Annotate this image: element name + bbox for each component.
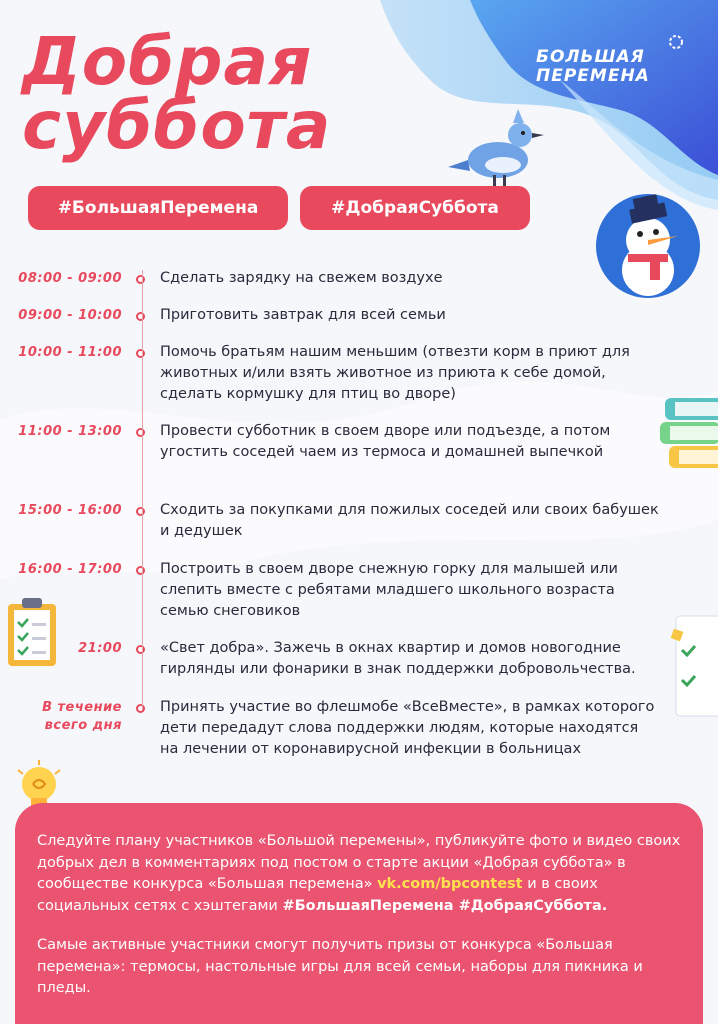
books-icon [655,388,718,488]
footer-paragraph-1 [37,831,687,917]
schedule-time: 09:00 - 10:00 [18,308,122,323]
timeline-dot [136,704,145,713]
logo-line-2: ПЕРЕМЕНА [536,66,650,86]
hashtag-dobraya-subbota[interactable]: #ДобраяСуббота [300,186,530,230]
page-title [22,23,332,164]
footer-panel [15,803,703,1024]
clipboard-icon [4,596,60,668]
timeline-dot [136,645,145,654]
schedule-text: Провести субботник в своем дворе или подъезде, а потом угостить соседей чаем из термоса и домашней выпечкой [160,423,611,460]
vk-link[interactable]: vk.com/bpcontest [377,876,523,892]
title-line-2: суббота [22,87,332,164]
title-line-1: Добрая [22,23,313,100]
schedule-time: 10:00 - 11:00 [18,345,122,360]
footer-p1-mid: и в своих социальных сетях с хэштегами [37,876,598,914]
timeline-dot [136,566,145,575]
schedule-time: В течение всего дня [42,700,122,733]
timeline-line [142,270,143,710]
logo-ring-icon [668,34,684,50]
logo-line-1: БОЛЬШАЯ [536,47,645,67]
schedule-text: Сходить за покупками для пожилых соседей или своих бабушек и дедушек [160,502,659,539]
schedule-text: Построить в своем дворе снежную горку для малышей или слепить вместе с ребятами младшего школьного возраста семью снеговиков [160,561,618,619]
footer-hashtags: #БольшаяПеремена #ДобраяСуббота. [282,897,608,914]
bird-icon [448,105,548,195]
snowman-icon [594,192,702,300]
timeline-dot [136,312,145,321]
schedule-time: 16:00 - 17:00 [18,562,122,577]
checklist-icon [668,610,718,720]
hashtags [28,186,530,230]
timeline-dot [136,428,145,437]
schedule-time: 15:00 - 16:00 [18,503,122,518]
timeline-dot [136,349,145,358]
hashtag-bolshaya-peremena[interactable]: #БольшаяПеремена [28,186,288,230]
timeline-dot [136,275,145,284]
schedule-time: 21:00 [78,641,122,656]
schedule-text: Помочь братьям нашим меньшим (отвезти корм в приют для животных и/или взять животное из приюта к себе домой, сделать кормушку для птиц во дворе) [160,344,630,402]
brand-logo [536,48,650,86]
schedule-text: «Свет добра». Зажечь в окнах квартир и домов новогодние гирлянды или фонарики в знак поддержки добровольчества. [160,640,636,677]
timeline-dot [136,507,145,516]
schedule-text: Принять участие во флешмобе «ВсеВместе», в рамках которого дети передадут слова поддержки людям, которые находятся на лечении от коронавирусной инфекции в больницах [160,699,655,757]
footer-p1-text: Следуйте плану участников «Большой перемены», публикуйте фото и видео своих добрых дел в комментариях под постом о старте акции «Добрая суббота» в сообществе конкурса «Большая перемена» [37,833,681,892]
footer-paragraph-2: Самые активные участники смогут получить призы от конкурса «Большая перемена»: термосы, настольные игры для всей семьи, наборы для пикника и пледы. [37,937,643,996]
schedule-text: Сделать зарядку на свежем воздухе [160,270,443,286]
schedule-time: 08:00 - 09:00 [18,271,122,286]
schedule-text: Приготовить завтрак для всей семьи [160,307,446,323]
schedule-time: 11:00 - 13:00 [18,424,122,439]
